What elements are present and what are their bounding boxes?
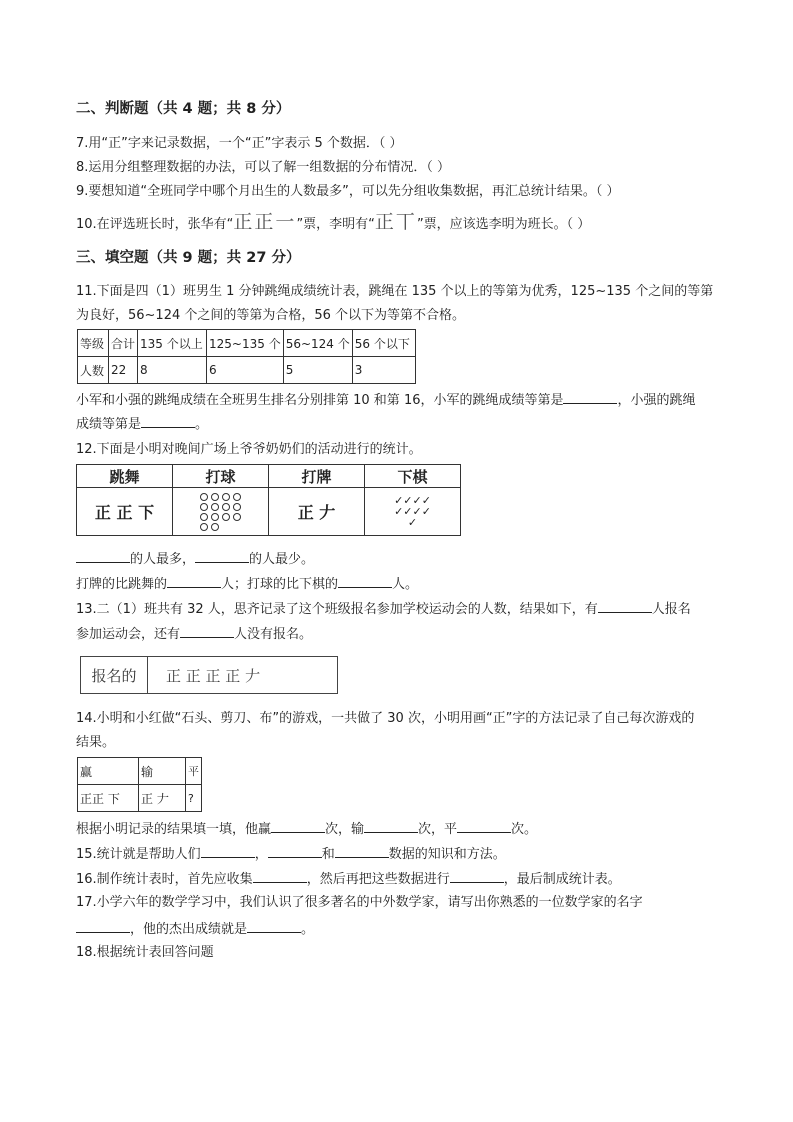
table-cell: 6	[207, 357, 284, 384]
table-cell: ?	[186, 785, 202, 812]
answer-blank[interactable]	[253, 870, 307, 883]
circle-mark	[222, 503, 230, 511]
circle-mark	[233, 493, 241, 501]
answer-blank[interactable]	[76, 550, 130, 563]
table-cell: 125~135 个	[207, 330, 284, 357]
q14-answer	[76, 820, 537, 838]
q10-tally-zhanghua: 正正一	[233, 211, 297, 233]
table-cell: 正 𠂇	[139, 785, 186, 812]
answer-blank[interactable]	[338, 575, 392, 588]
q14-line1: 14.小明和小红做“石头、剪刀、布”的游戏，一共做了 30 次，小明用画“正”字的方法记录了自己每次游戏的	[76, 711, 695, 726]
table-cell: 等级	[78, 330, 109, 357]
q17-text: 。	[301, 922, 315, 937]
table-cell: 135 个以上	[138, 330, 207, 357]
answer-blank[interactable]	[76, 920, 130, 933]
table-cell: 正正 下	[78, 785, 139, 812]
q14-table	[77, 757, 202, 812]
table-header: 跳舞	[77, 465, 173, 488]
dance-tally: 正 正 下	[77, 488, 173, 536]
q10-tally-liming: 正丅	[374, 211, 417, 233]
answer-blank[interactable]	[195, 550, 249, 563]
table-row	[77, 465, 461, 488]
answer-blank[interactable]	[335, 845, 389, 858]
circle-mark	[200, 513, 208, 521]
q17-line1: 17.小学六年的数学学习中，我们认识了很多著名的中外数学家，请写出你熟悉的一位数学家的名字	[76, 895, 643, 910]
table-cell: 5	[283, 357, 352, 384]
q12-text: 的人最多，	[130, 552, 196, 567]
q16-text: ，然后再把这些数据进行	[306, 872, 450, 887]
q13-text: 人报名	[651, 602, 691, 617]
q13-text: 13.二（1）班共有 32 人，思齐记录了这个班级报名参加学校运动会的人数，结果如下，有	[76, 602, 598, 617]
q12-text: 的人最少。	[249, 552, 315, 567]
table-cell: 赢	[78, 758, 139, 785]
question-18: 18.根据统计表回答问题	[76, 945, 214, 960]
q11-text: 小军和小强的跳绳成绩在全班男生排名分别排第 10 和第 16，小军的跳绳成绩等第是	[76, 393, 564, 408]
question-7: 7.用“正”字来记录数据，一个“正”字表示 5 个数据．（ ）	[76, 136, 403, 151]
table-cell: 22	[109, 357, 138, 384]
table-header: 打牌	[269, 465, 365, 488]
table-row	[78, 758, 202, 785]
q12-text: 打牌的比跳舞的	[76, 577, 168, 592]
answer-blank[interactable]	[563, 391, 617, 404]
table-header: 打球	[173, 465, 269, 488]
q17-line2	[76, 920, 314, 938]
chess-checks	[365, 488, 461, 536]
table-cell: 人数	[78, 357, 109, 384]
section2-heading: 二、判断题（共 4 题；共 8 分）	[76, 101, 291, 117]
circle-mark	[200, 503, 208, 511]
q13-text: 人没有报名。	[234, 627, 313, 642]
q11-table	[77, 329, 416, 384]
q12-text: 人。	[392, 577, 419, 592]
circle-mark	[222, 493, 230, 501]
answer-blank[interactable]	[180, 625, 234, 638]
answer-blank[interactable]	[450, 870, 504, 883]
table-cell: 输	[139, 758, 186, 785]
table-row	[78, 330, 416, 357]
q11-text: 。	[195, 417, 209, 432]
table-cell: 平	[186, 758, 202, 785]
q13-box-label: 报名的	[81, 657, 148, 693]
answer-blank[interactable]	[141, 415, 195, 428]
circle-mark	[211, 493, 219, 501]
q11-line1: 11.下面是四（1）班男生 1 分钟跳绳成绩统计表，跳绳在 135 个以上的等第为优秀，125~135 个之间的等第	[76, 284, 714, 299]
q13-tally-box	[80, 656, 338, 694]
table-header: 下棋	[365, 465, 461, 488]
question-16	[76, 870, 621, 888]
table-cell: 合计	[109, 330, 138, 357]
q15-text: ，	[254, 847, 268, 862]
table-row	[78, 357, 416, 384]
q11-text: 成绩等第是	[76, 417, 142, 432]
circle-mark	[233, 503, 241, 511]
table-row	[78, 785, 202, 812]
circle-marks	[175, 493, 266, 531]
q15-text: 和	[321, 847, 335, 862]
q11-answer-line2	[76, 415, 208, 433]
table-cell: 56 个以下	[352, 330, 415, 357]
q11-text: ，小强的跳绳	[617, 393, 696, 408]
q13-line1	[76, 600, 691, 618]
answer-blank[interactable]	[271, 820, 325, 833]
q12-title: 12.下面是小明对晚间广场上爷爷奶奶们的活动进行的统计。	[76, 442, 422, 457]
q10-text-a: 10.在评选班长时，张华有“	[76, 217, 234, 232]
question-8: 8.运用分组整理数据的办法，可以了解一组数据的分布情况．（ ）	[76, 160, 451, 175]
question-10	[76, 211, 591, 233]
q13-text: 参加运动会，还有	[76, 627, 181, 642]
check-row: ✓✓✓✓	[394, 505, 431, 518]
answer-blank[interactable]	[201, 845, 255, 858]
circle-mark	[233, 513, 241, 521]
q16-text: ，最后制成统计表。	[503, 872, 621, 887]
q14-text: 次，输	[325, 822, 365, 837]
ball-circles	[173, 488, 269, 536]
q12-line-c	[76, 575, 418, 593]
q14-text: 次，平	[418, 822, 458, 837]
q10-text-c: ”票，应该选李明为班长。（ ）	[416, 217, 591, 232]
answer-blank[interactable]	[457, 820, 511, 833]
q16-text: 16.制作统计表时，首先应收集	[76, 872, 253, 887]
table-cell: 56~124 个	[283, 330, 352, 357]
question-15	[76, 845, 506, 863]
q11-answer-line1	[76, 391, 696, 409]
cards-tally: 正 𠂇	[269, 488, 365, 536]
q14-text: 根据小明记录的结果填一填，他赢	[76, 822, 272, 837]
q14-text: 次。	[511, 822, 538, 837]
q13-line2	[76, 625, 312, 643]
q12-text: 人；打球的比下棋的	[221, 577, 339, 592]
q12-activity-table	[76, 464, 461, 536]
circle-mark	[200, 523, 208, 531]
q15-text: 数据的知识和方法。	[388, 847, 506, 862]
section3-heading: 三、填空题（共 9 题；共 27 分）	[76, 250, 301, 266]
q15-text: 15.统计就是帮助人们	[76, 847, 201, 862]
circle-mark	[222, 513, 230, 521]
q11-line2: 为良好，56~124 个之间的等第为合格，56 个以下为等第不合格。	[76, 308, 466, 323]
answer-blank[interactable]	[364, 820, 418, 833]
answer-blank[interactable]	[598, 600, 652, 613]
answer-blank[interactable]	[167, 575, 221, 588]
circle-mark	[211, 523, 219, 531]
table-cell: 3	[352, 357, 415, 384]
q17-text: ，他的杰出成绩就是	[130, 922, 248, 937]
answer-blank[interactable]	[247, 920, 301, 933]
q13-box-tally: 正 正 正 正 𠂇	[166, 666, 261, 685]
check-row: ✓	[407, 516, 418, 529]
table-cell: 8	[138, 357, 207, 384]
answer-blank[interactable]	[268, 845, 322, 858]
circle-mark	[200, 493, 208, 501]
table-row	[77, 488, 461, 536]
circle-mark	[211, 513, 219, 521]
q10-text-b: ”票，李明有“	[296, 217, 375, 232]
check-row: ✓✓✓✓	[394, 494, 431, 507]
q14-line2: 结果。	[76, 735, 116, 750]
question-9: 9.要想知道“全班同学中哪个月出生的人数最多”，可以先分组收集数据，再汇总统计结果。（ ）	[76, 184, 620, 199]
circle-mark	[211, 503, 219, 511]
q12-line-b	[76, 550, 314, 568]
